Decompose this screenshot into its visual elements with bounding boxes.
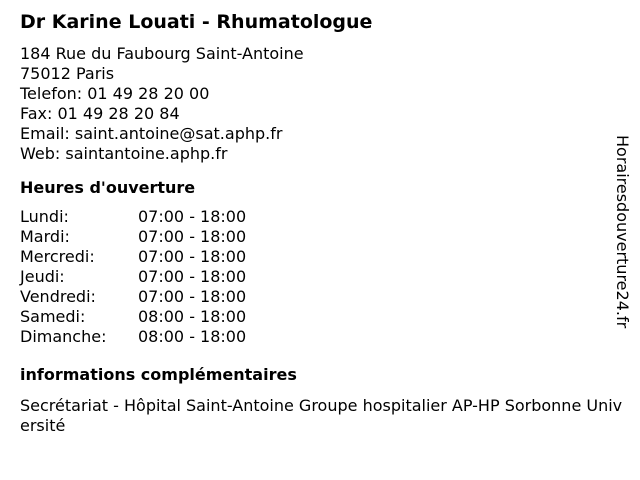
fax-number: Fax: 01 49 28 20 84 — [20, 104, 180, 123]
hours-day: Vendredi: — [20, 287, 96, 306]
hours-row — [20, 307, 610, 327]
phone-number[interactable]: Telefon: 01 49 28 20 00 — [20, 84, 210, 103]
hours-day: Mercredi: — [20, 247, 95, 266]
hours-day: Samedi: — [20, 307, 86, 326]
website-link[interactable]: Web: saintantoine.aphp.fr — [20, 144, 228, 163]
hours-row — [20, 227, 610, 247]
hours-time: 08:00 - 18:00 — [138, 327, 247, 346]
hours-row — [20, 247, 610, 267]
email-link[interactable]: Email: saint.antoine@sat.aphp.fr — [20, 124, 283, 143]
address-street: 184 Rue du Faubourg Saint-Antoine — [20, 44, 304, 63]
hours-time: 07:00 - 18:00 — [138, 267, 247, 286]
hours-day: Dimanche: — [20, 327, 107, 346]
hours-time: 08:00 - 18:00 — [138, 307, 247, 326]
hours-day: Lundi: — [20, 207, 69, 226]
info-text: Secrétariat - Hôpital Saint-Antoine Groupe hospitalier AP-HP Sorbonne Université — [20, 396, 623, 435]
page-title: Dr Karine Louati - Rhumatologue — [20, 11, 373, 33]
hours-row — [20, 327, 610, 347]
hours-row — [20, 207, 610, 227]
info-heading: informations complémentaires — [20, 365, 297, 384]
hours-row — [20, 267, 610, 287]
hours-row — [20, 287, 610, 307]
hours-time: 07:00 - 18:00 — [138, 207, 247, 226]
hours-time: 07:00 - 18:00 — [138, 287, 247, 306]
hours-time: 07:00 - 18:00 — [138, 247, 247, 266]
hours-day: Jeudi: — [20, 267, 65, 286]
hours-day: Mardi: — [20, 227, 70, 246]
hours-time: 07:00 - 18:00 — [138, 227, 247, 246]
contact-block — [20, 44, 610, 164]
side-brand-text: Horairesdouverture24.fr — [613, 135, 632, 329]
hours-heading: Heures d'ouverture — [20, 178, 196, 197]
hours-table — [20, 207, 610, 347]
address-city: 75012 Paris — [20, 64, 115, 83]
